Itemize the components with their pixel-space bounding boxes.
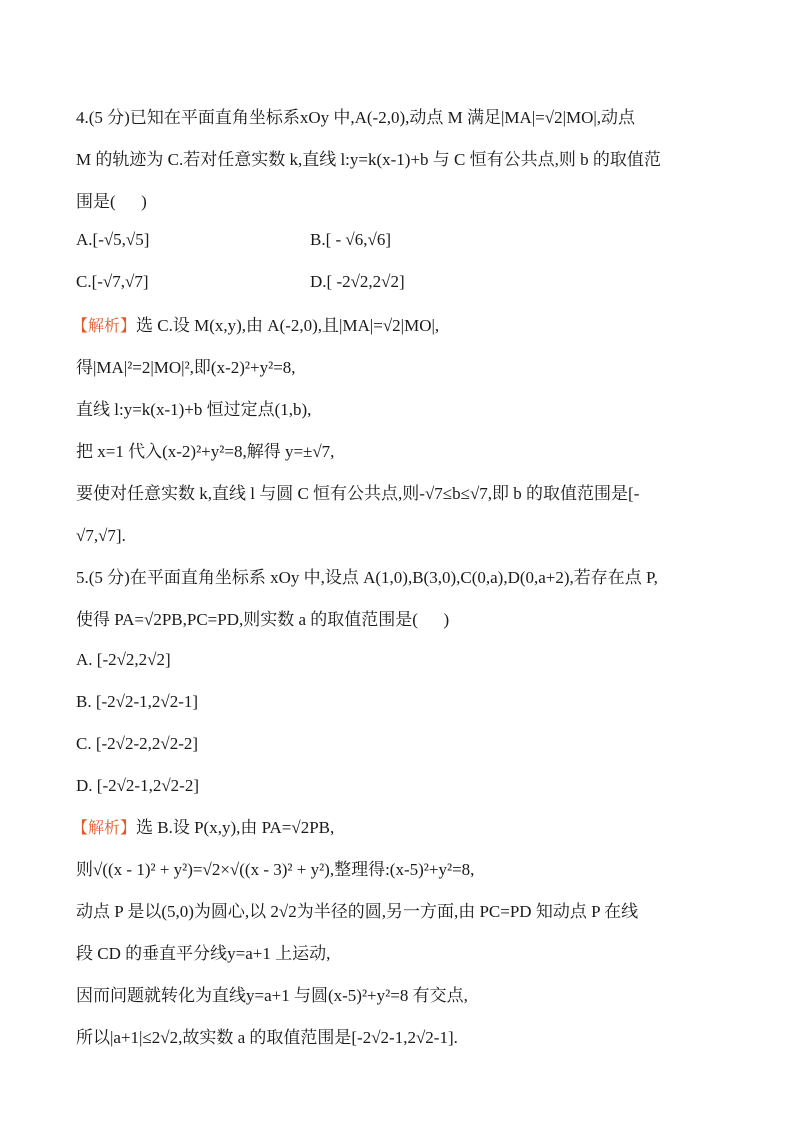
q5-stem-line-1: 5.(5 分)在平面直角坐标系 xOy 中,设点 A(1,0),B(3,0),C(0,a),D(0,a+2),若存在点 P, bbox=[76, 568, 658, 587]
q5-stem-line-2: 使得 PA=√2PB,PC=PD,则实数 a 的取值范围是( ) bbox=[76, 610, 450, 629]
q5-solution-line-3: 动点 P 是以(5,0)为圆心,以 2√2为半径的圆,另一方面,由 PC=PD 知动点 P 在线 bbox=[76, 902, 639, 921]
q4-solution-line-6: √7,√7]. bbox=[76, 526, 126, 545]
q4-choice-c: C.[-√7,√7] bbox=[76, 272, 149, 291]
q4-stem-line-2: M 的轨迹为 C.若对任意实数 k,直线 l:y=k(x-1)+b 与 C 恒有公共点,则 b 的取值范 bbox=[76, 150, 661, 169]
q4-choice-a: A.[-√5,√5] bbox=[76, 230, 150, 249]
q4-choice-b: B.[ - √6,√6] bbox=[310, 230, 391, 249]
q4-stem-line-1: 4.(5 分)已知在平面直角坐标系xOy 中,A(-2,0),动点 M 满足|MA|=√2|MO|,动点 bbox=[76, 108, 636, 127]
q4-solution-line-4: 把 x=1 代入(x-2)²+y²=8,解得 y=±√7, bbox=[76, 442, 335, 461]
q4-stem-line-3: 围是( ) bbox=[76, 192, 147, 211]
q4-solution-line-3: 直线 l:y=k(x-1)+b 恒过定点(1,b), bbox=[76, 400, 312, 419]
solution-tag: 【解析】 bbox=[72, 316, 137, 335]
q5-solution-line-2: 则√((x - 1)² + y²)=√2×√((x - 3)² + y²),整理得:(x-5)²+y²=8, bbox=[76, 860, 475, 879]
q5-solution-line-1: 【解析】选 B.设 P(x,y),由 PA=√2PB, bbox=[72, 818, 335, 837]
solution-tag: 【解析】 bbox=[72, 818, 137, 837]
q5-solution-line-4: 段 CD 的垂直平分线y=a+1 上运动, bbox=[76, 944, 331, 963]
q4-solution-line-5: 要使对任意实数 k,直线 l 与圆 C 恒有公共点,则-√7≤b≤√7,即 b 的取值范围是[- bbox=[76, 484, 640, 503]
q5-solution-line-6: 所以|a+1|≤2√2,故实数 a 的取值范围是[-2√2-1,2√2-1]. bbox=[76, 1028, 458, 1047]
q5-choice-c: C. [-2√2-2,2√2-2] bbox=[76, 734, 199, 753]
q4-solution-line-2: 得|MA|²=2|MO|²,即(x-2)²+y²=8, bbox=[76, 358, 296, 377]
q5-choice-a: A. [-2√2,2√2] bbox=[76, 650, 171, 669]
q5-choice-d: D. [-2√2-1,2√2-2] bbox=[76, 776, 199, 795]
q5-solution-line-5: 因而问题就转化为直线y=a+1 与圆(x-5)²+y²=8 有交点, bbox=[76, 986, 468, 1005]
q4-solution-line-1: 【解析】选 C.设 M(x,y),由 A(-2,0),且|MA|=√2|MO|, bbox=[72, 316, 440, 335]
q4-choice-d: D.[ -2√2,2√2] bbox=[310, 272, 405, 291]
q5-choice-b: B. [-2√2-1,2√2-1] bbox=[76, 692, 199, 711]
